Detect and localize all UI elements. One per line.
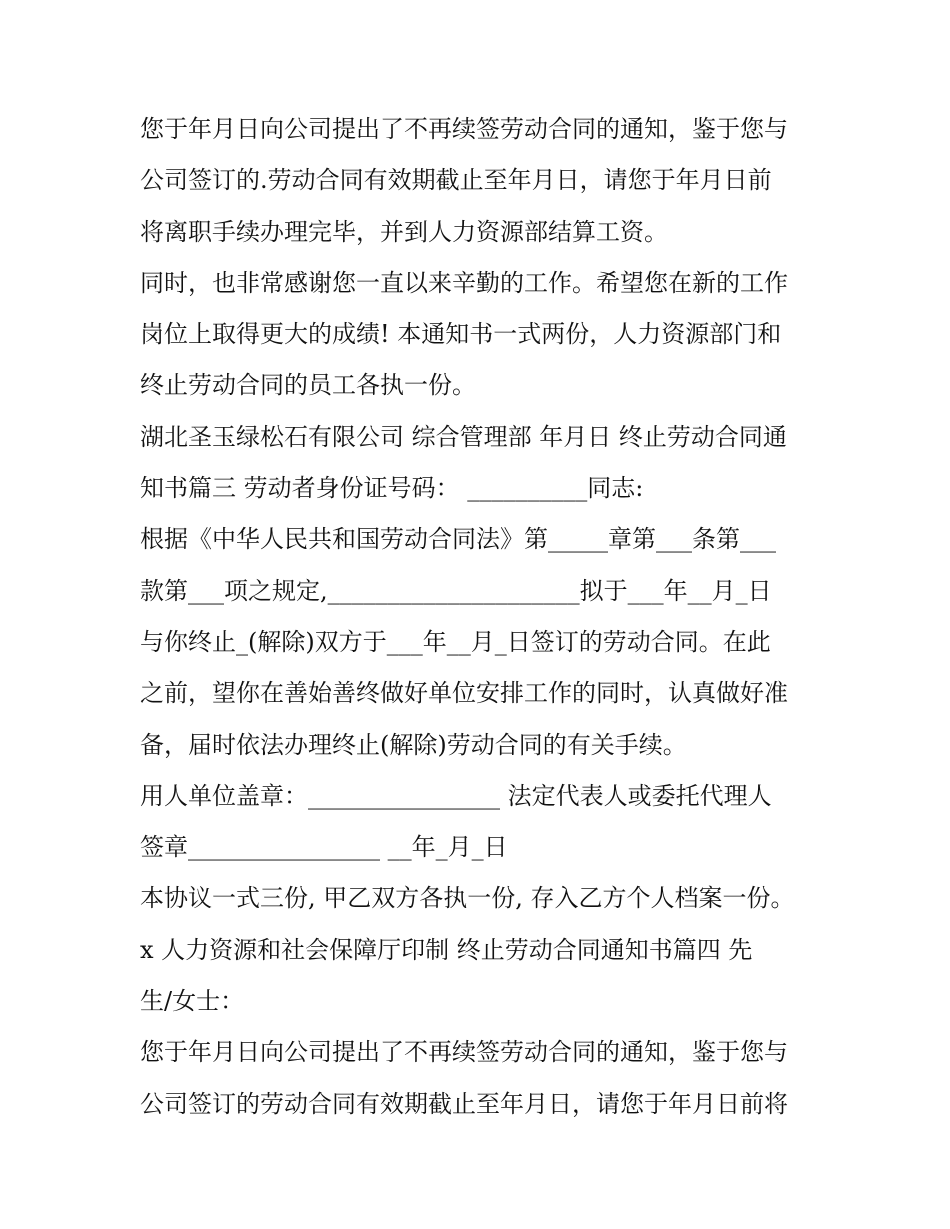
text-line: 将离职手续办理完毕，并到人力资源部结算工资。 bbox=[140, 217, 668, 246]
text-line: 同时，也非常感谢您一直以来辛勤的工作。希望您在新的工作 bbox=[140, 268, 788, 297]
text-line: 与你终止_(解除)双方于___年__月_日签订的劳动合同。在此 bbox=[140, 627, 771, 656]
text-line: x 人力资源和社会保障厅印制 终止劳动合同通知书篇四 先 bbox=[140, 935, 753, 964]
text-line: 本协议一式三份, 甲乙双方各执一份, 存入乙方个人档案一份。 bbox=[140, 884, 795, 913]
text-line: 知书篇三 劳动者身份证号码： __________同志: bbox=[140, 474, 644, 503]
text-line: 公司签订的.劳动合同有效期截止至年月日，请您于年月日前 bbox=[140, 166, 772, 195]
text-line: 备，届时依法办理终止(解除)劳动合同的有关手续。 bbox=[140, 730, 687, 759]
text-line: 您于年月日向公司提出了不再续签劳动合同的通知，鉴于您与 bbox=[140, 1038, 788, 1067]
text-line: 公司签订的劳动合同有效期截止至年月日，请您于年月日前将 bbox=[140, 1089, 788, 1118]
text-line: 之前，望你在善始善终做好单位安排工作的同时，认真做好准 bbox=[140, 679, 788, 708]
text-line: 签章________________ __年_月_日 bbox=[140, 833, 508, 862]
text-line: 岗位上取得更大的成绩! 本通知书一式两份，人力资源部门和 bbox=[140, 320, 782, 349]
text-line: 终止劳动合同的员工各执一份。 bbox=[140, 371, 476, 400]
text-line: 湖北圣玉绿松石有限公司 综合管理部 年月日 终止劳动合同通 bbox=[140, 422, 787, 451]
text-line: 您于年月日向公司提出了不再续签劳动合同的通知，鉴于您与 bbox=[140, 115, 788, 143]
text-line: 款第___项之规定,_____________________拟于___年__月_日 bbox=[140, 576, 772, 605]
document-body bbox=[140, 104, 820, 1130]
text-line: 生/女士： bbox=[140, 987, 245, 1016]
text-line: 根据《中华人民共和国劳动合同法》第_____章第___条第___ bbox=[140, 525, 776, 554]
text-line: 用人单位盖章：________________ 法定代表人或委托代理人 bbox=[140, 781, 772, 810]
